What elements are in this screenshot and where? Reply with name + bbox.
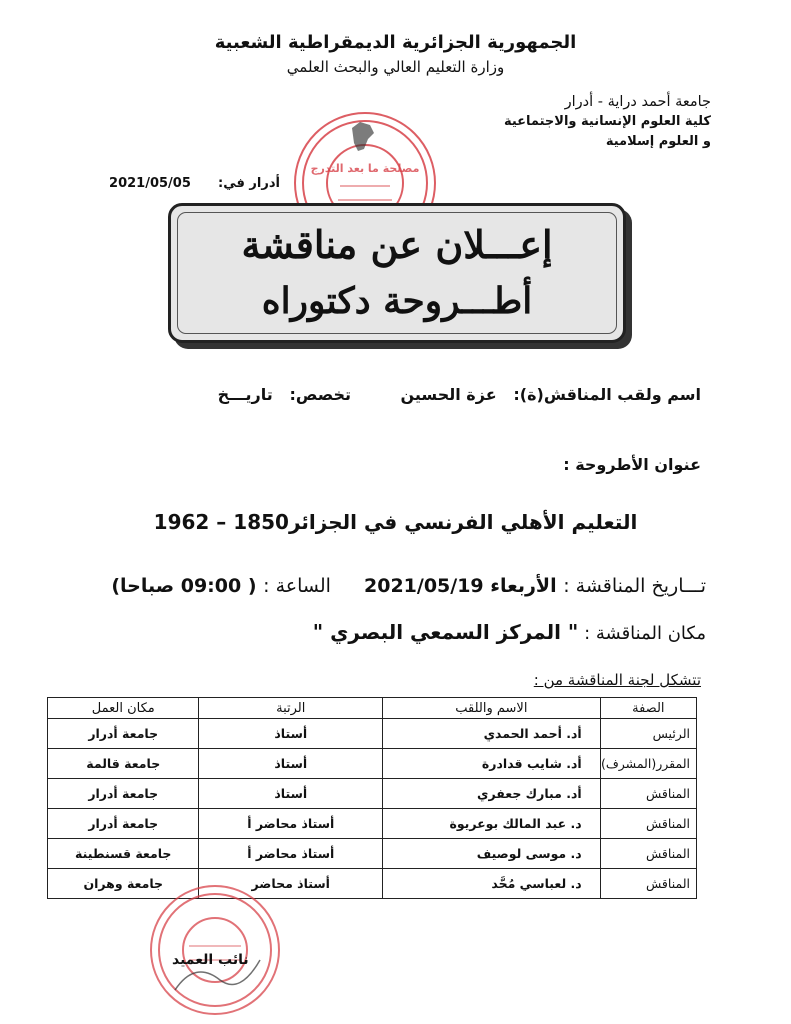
stamp-text: مصلحة ما بعد التدرج — [310, 162, 420, 175]
announcement-title: إعـــلان عن مناقشة — [241, 222, 553, 267]
discussion-date-label: تـــاريخ المناقشة : — [563, 575, 706, 597]
member-role: المناقش — [600, 809, 696, 839]
discussion-place-label: مكان المناقشة : — [584, 623, 706, 644]
discussion-day: الأربعاء — [490, 575, 557, 597]
member-workplace: جامعة قسنطينة — [48, 839, 199, 869]
member-name: د. عبد المالك بوعريوة — [383, 809, 601, 839]
republic-heading: الجمهورية الجزائرية الديمقراطية الشعبية — [214, 32, 577, 53]
member-name: د. موسى لوصيف — [383, 839, 601, 869]
thesis-label: عنوان الأطروحة : — [563, 455, 701, 474]
column-header-workplace: مكان العمل — [48, 698, 199, 719]
table-row — [48, 839, 697, 869]
member-role: المناقش — [600, 779, 696, 809]
member-name: د. لعباسي مُحَّد — [383, 869, 601, 899]
member-rank: أستاذ — [199, 749, 383, 779]
specialty-label: تخصص: — [289, 385, 351, 404]
issue-date-line — [100, 176, 280, 191]
candidate-field — [401, 385, 702, 404]
table-row — [48, 779, 697, 809]
member-workplace: جامعة وهران — [48, 869, 199, 899]
institution-block — [471, 92, 711, 152]
member-workplace: جامعة أدرار — [48, 719, 199, 749]
table-row — [48, 719, 697, 749]
committee-label: تتشكل لجنة المناقشة من : — [533, 671, 701, 689]
dean-stamp — [145, 880, 285, 1020]
member-role: الرئيس — [600, 719, 696, 749]
discussion-time-label: الساعة : — [263, 575, 331, 597]
column-header-rank: الرتبة — [199, 698, 383, 719]
member-name: أد. أحمد الحمدي — [383, 719, 601, 749]
member-name: أد. شايب قدادرة — [383, 749, 601, 779]
member-rank: أستاذ — [199, 779, 383, 809]
faculty-name: كلية العلوم الإنسانية والاجتماعية — [503, 114, 711, 129]
member-role: المقرر(المشرف) — [600, 749, 696, 779]
member-role: المناقش — [600, 869, 696, 899]
table-header-row — [48, 698, 697, 719]
discussion-date-line — [111, 575, 706, 597]
member-role: المناقش — [600, 839, 696, 869]
ministry-heading: وزارة التعليم العالي والبحث العلمي — [286, 58, 505, 76]
candidate-name: عزة الحسين — [400, 385, 497, 404]
signature-title: نائب العميد — [172, 952, 249, 968]
issue-date-label: أدرار في: — [218, 176, 280, 191]
candidate-name-label: اسم ولقب المناقش(ة): — [513, 385, 701, 404]
column-header-role: الصفة — [600, 698, 696, 719]
member-rank: أستاذ محاضر — [199, 869, 383, 899]
member-rank: أستاذ محاضر أ — [199, 839, 383, 869]
member-workplace: جامعة أدرار — [48, 779, 199, 809]
discussion-place-line — [313, 620, 706, 644]
committee-table — [47, 697, 697, 899]
member-rank: أستاذ — [199, 719, 383, 749]
announcement-title-box — [168, 203, 626, 343]
table-row — [48, 809, 697, 839]
discussion-date: 2021/05/19 — [364, 575, 484, 597]
member-name: أد. مبارك جعفري — [383, 779, 601, 809]
table-row — [48, 749, 697, 779]
faculty-name-line2: و العلوم إسلامية — [605, 134, 711, 149]
discussion-place: " المركز السمعي البصري " — [312, 620, 579, 644]
member-workplace: جامعة قالمة — [48, 749, 199, 779]
discussion-time: ( 09:00 صباحا) — [111, 575, 257, 597]
column-header-name: الاسم واللقب — [383, 698, 601, 719]
specialty-value: تاريـــخ — [217, 385, 273, 404]
member-workplace: جامعة أدرار — [48, 809, 199, 839]
thesis-title: التعليم الأهلي الفرنسي في الجزائر1850 – 1962 — [153, 510, 638, 534]
specialty-field — [218, 385, 351, 404]
member-rank: أستاذ محاضر أ — [199, 809, 383, 839]
issue-date-value: 2021/05/05 — [109, 176, 191, 191]
announcement-subtitle: أطـــروحة دكتوراه — [261, 280, 533, 322]
university-name: جامعة أحمد دراية - أدرار — [564, 94, 711, 110]
